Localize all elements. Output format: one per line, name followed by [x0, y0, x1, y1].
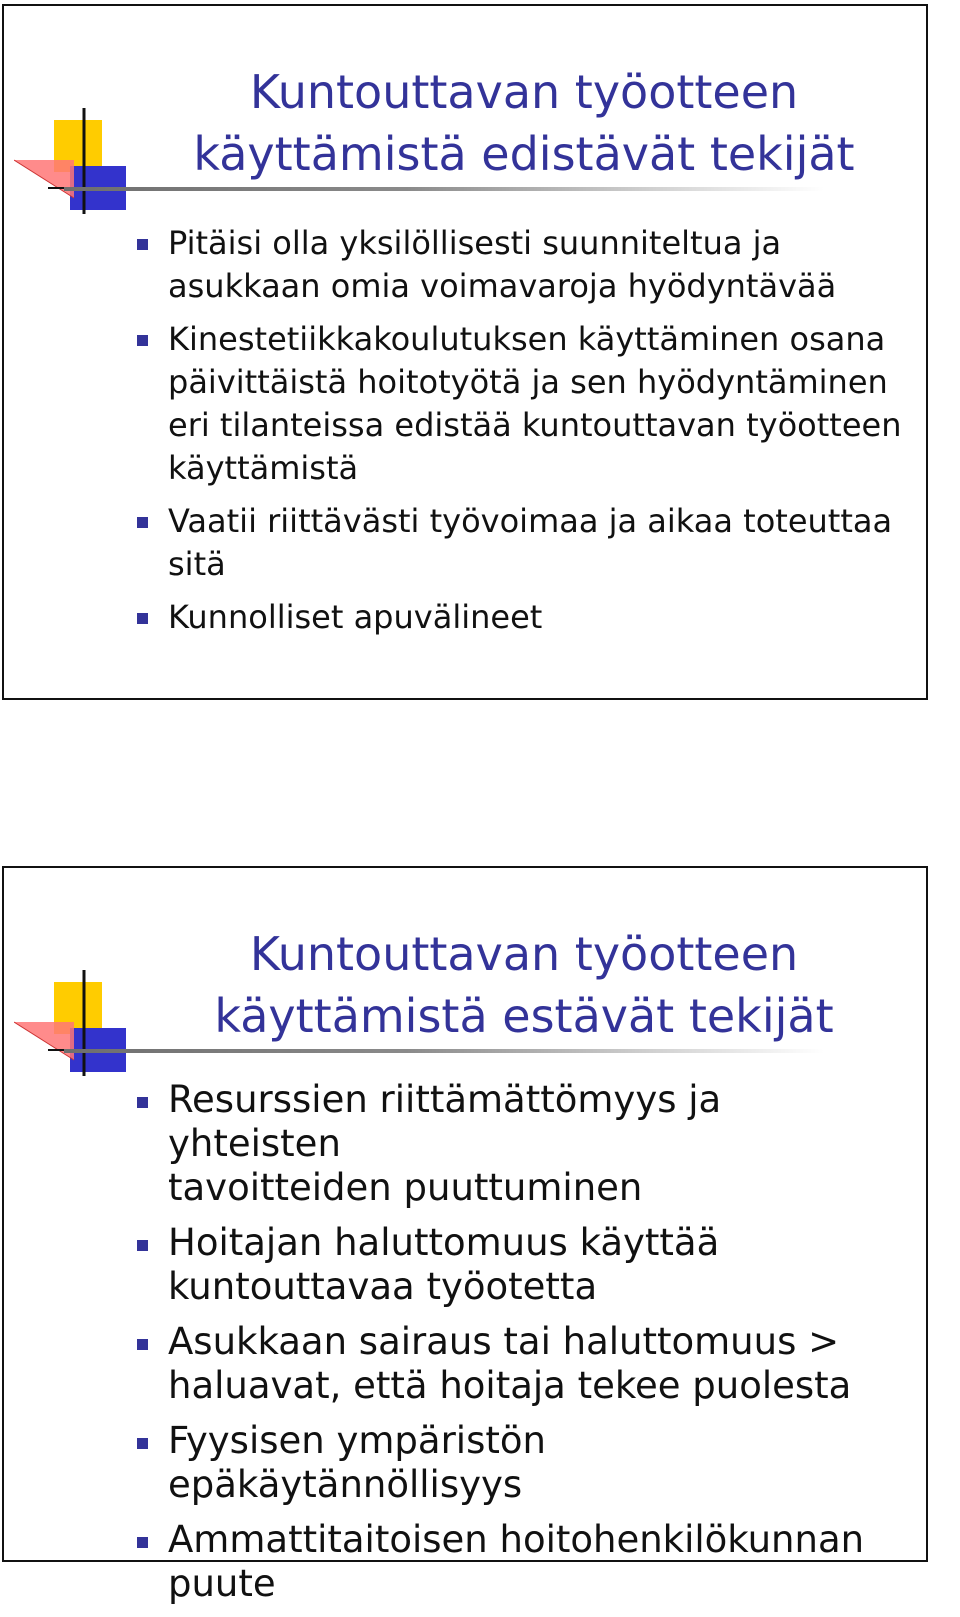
- slide-2: [2, 866, 928, 1605]
- bullet-item: [134, 318, 904, 490]
- bullet-text: [168, 596, 904, 639]
- slide-title: [184, 61, 864, 185]
- square-bullet-icon: [137, 1537, 148, 1548]
- bullet-line: käyttämistä: [168, 449, 359, 487]
- title-rule: [64, 187, 824, 191]
- title-line: Kuntouttavan työotteen: [249, 927, 799, 981]
- bullet-item: [134, 1419, 904, 1507]
- title-line: Kuntouttavan työotteen: [249, 65, 799, 119]
- bullet-item: [134, 1221, 904, 1309]
- bullet-line: asukkaan omia voimavaroja hyödyntävää: [168, 267, 837, 305]
- bullet-line: eri tilanteissa edistää kuntouttavan työotteen: [168, 406, 902, 444]
- bullet-item: [134, 1518, 904, 1606]
- bullet-line: Asukkaan sairaus tai haluttomuus >: [168, 1320, 840, 1363]
- bullet-text: [168, 1078, 904, 1210]
- title-line: käyttämistä estävät tekijät: [214, 989, 834, 1043]
- bullet-text: [168, 500, 904, 586]
- bullet-list: [134, 222, 904, 649]
- bullet-item: [134, 500, 904, 586]
- bullet-line: Pitäisi olla yksilöllisesti suunniteltua ja: [168, 224, 782, 262]
- bullet-list: [134, 1078, 904, 1617]
- title-line: käyttämistä edistävät tekijät: [193, 127, 855, 181]
- square-bullet-icon: [137, 1097, 148, 1108]
- bullet-text: [168, 318, 904, 490]
- slide-logo-graphic: [14, 102, 174, 222]
- square-bullet-icon: [137, 1438, 148, 1449]
- bullet-line: Vaatii riittävästi työvoimaa ja aikaa toteuttaa: [168, 502, 893, 540]
- bullet-item: [134, 222, 904, 308]
- square-bullet-icon: [137, 613, 148, 624]
- title-rule: [64, 1049, 824, 1053]
- bullet-line: sitä: [168, 545, 226, 583]
- bullet-text: [168, 1320, 904, 1408]
- slide-title: [184, 923, 864, 1047]
- square-bullet-icon: [137, 1240, 148, 1251]
- bullet-item: [134, 1320, 904, 1408]
- bullet-line: kuntouttavaa työotetta: [168, 1265, 598, 1308]
- bullet-line: Kinestetiikkakoulutuksen käyttäminen osana: [168, 320, 886, 358]
- slide-1: [2, 4, 928, 700]
- square-bullet-icon: [137, 335, 148, 346]
- bullet-item: [134, 1078, 904, 1210]
- bullet-line: puute: [168, 1562, 276, 1605]
- square-bullet-icon: [137, 239, 148, 250]
- bullet-line: Resurssien riittämättömyys ja yhteisten: [168, 1078, 722, 1165]
- bullet-line: Kunnolliset apuvälineet: [168, 598, 543, 636]
- bullet-text: [168, 1419, 904, 1507]
- bullet-line: tavoitteiden puuttuminen: [168, 1166, 643, 1209]
- bullet-text: [168, 222, 904, 308]
- slide-logo-graphic: [14, 964, 174, 1084]
- bullet-line: Ammattitaitoisen hoitohenkilökunnan: [168, 1518, 865, 1561]
- bullet-line: Fyysisen ympäristön epäkäytännöllisyys: [168, 1419, 546, 1506]
- bullet-item: [134, 596, 904, 639]
- bullet-line: päivittäistä hoitotyötä ja sen hyödyntäminen: [168, 363, 888, 401]
- square-bullet-icon: [137, 517, 148, 528]
- bullet-text: [168, 1518, 904, 1606]
- bullet-line: Hoitajan haluttomuus käyttää: [168, 1221, 720, 1264]
- bullet-line: haluavat, että hoitaja tekee puolesta: [168, 1364, 852, 1407]
- square-bullet-icon: [137, 1339, 148, 1350]
- bullet-text: [168, 1221, 904, 1309]
